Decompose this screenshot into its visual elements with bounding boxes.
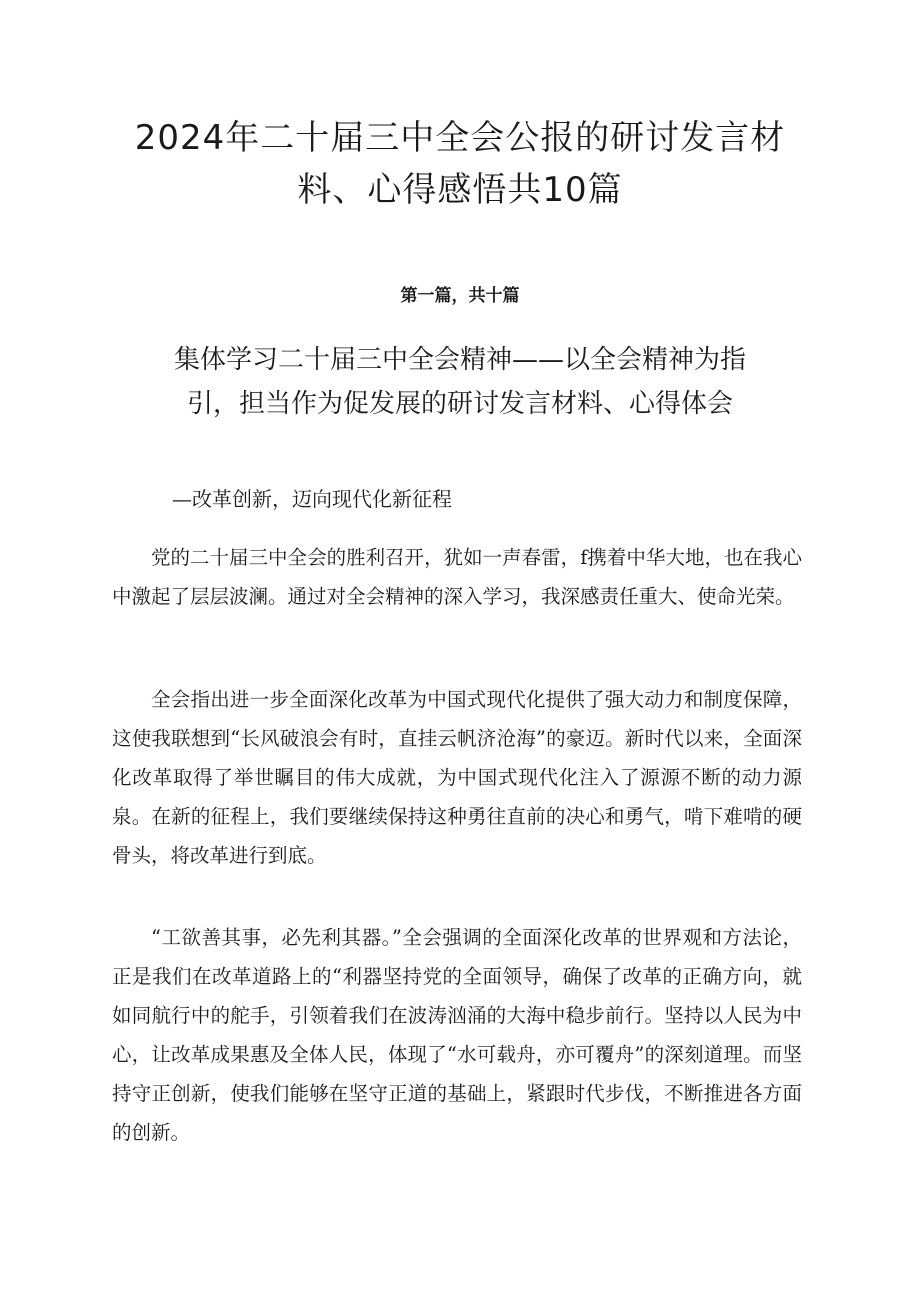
body-paragraph: 党的二十届三中全会的胜利召开，犹如一声春雷，f携着中华大地，也在我心中激起了层层波澜。通过对全会精神的深入学习，我深感责任重大、使命光荣。 [112,546,802,608]
section-label: 第一篇，共十篇 [400,286,520,306]
article-subtitle: —改革创新，迈向现代化新征程 [172,487,452,511]
document-title: 2024年二十届三中全会公报的研讨发言材料、心得感悟共10篇 [134,118,786,210]
body-paragraph: 全会指出进一步全面深化改革为中国式现代化提供了强大动力和制度保障，这使我联想到“长风破浪会有时，直挂云帆济沧海”的豪迈。新时代以来，全面深化改革取得了举世瞩目的伟大成就，为中国式现代化注入了源源不断的动力源泉。在新的征程上，我们要继续保持这种勇往直前的决心和勇气，啃下难啃的硬骨头，将改革进行到底。 [112,688,802,867]
article-title: 集体学习二十届三中全会精神——以全会精神为指引，担当作为促发展的研讨发言材料、心得体会 [173,345,746,419]
body-paragraph: “工欲善其事，必先利其器。”全会强调的全面深化改革的世界观和方法论，正是我们在改革道路上的“利器坚持党的全面领导，确保了改革的正确方向，就如同航行中的舵手，引领着我们在波涛汹涌的大海中稳步前行。坚持以人民为中心，让改革成果惠及全体人民，体现了“水可载舟，亦可覆舟”的深刻道理。而坚持守正创新，使我们能够在坚守正道的基础上，紧跟时代步伐，不断推进各方面的创新。 [112,926,802,1144]
